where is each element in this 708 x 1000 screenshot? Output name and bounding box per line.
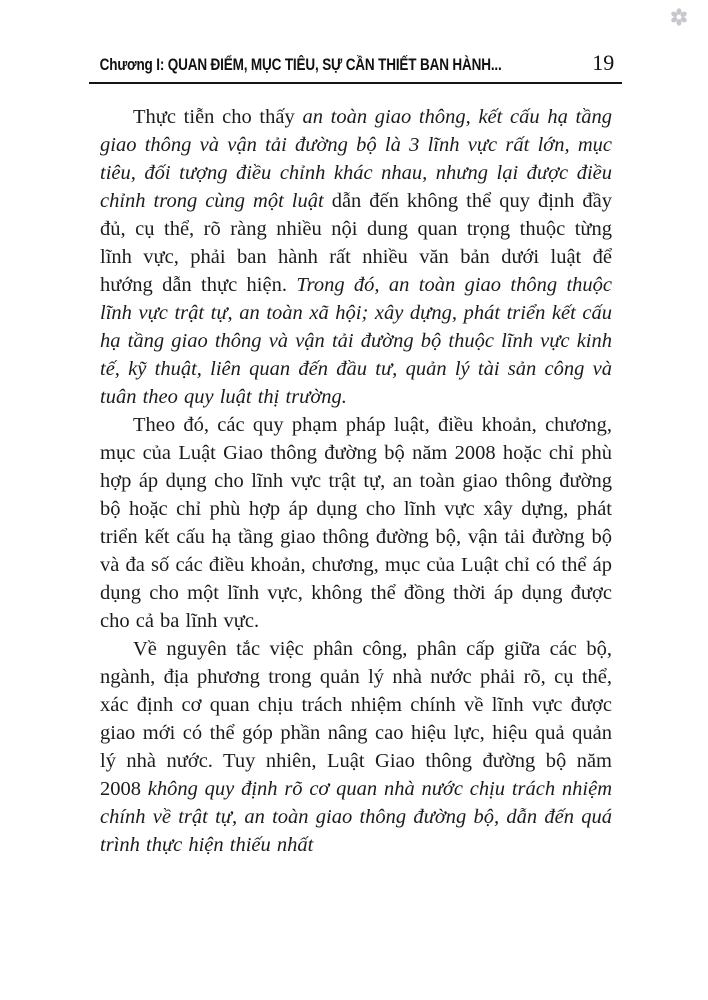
text-segment: dẫn đến không thể quy định đầy đủ, cụ thể, rõ ràng nhiều nội dung quan trọng thuộc từng lĩnh vực, phải ban hành rất nhiều văn bản dưới luật để hướng dẫn thực hiện. [100, 190, 612, 296]
text-segment: Thực tiễn cho thấy [133, 106, 303, 128]
text-segment: không quy định rõ cơ quan nhà nước chịu trách nhiệm chính về trật tự, an toàn giao thông đường bộ, dẫn đến quá trình thực hiện thiếu nhất [100, 778, 613, 856]
page-number: 19 [592, 50, 615, 75]
running-header [89, 50, 622, 84]
text-segment: an toàn giao thông, kết cấu hạ tầng giao thông và vận tải đường bộ là 3 lĩnh vực rất lớn, mục tiêu, đối tượng điều chỉnh khác nhau, nhưng lại được điều chỉnh trong cùng một luật [100, 106, 612, 212]
text-segment: Về nguyên tắc việc phân công, phân cấp giữa các bộ, ngành, địa phương trong quản lý nhà nước phải rõ, cụ thể, xác định cơ quan chịu trách nhiệm chính về lĩnh vực được giao mới có thể góp phần nâng cao hiệu lực, hiệu quả quản lý nhà nước. Tuy nhiên, Luật Giao thông đường bộ năm 2008 [100, 638, 612, 800]
paragraph [100, 411, 612, 635]
paragraph [100, 103, 612, 411]
paragraph [100, 635, 612, 859]
flower-ornament-icon [670, 8, 688, 26]
text-segment: Trong đó, an toàn giao thông thuộc lĩnh vực trật tự, an toàn xã hội; xây dựng, phát triển kết cấu hạ tầng giao thông và vận tải đường bộ thuộc lĩnh vực kinh tế, kỹ thuật, liên quan đến đầu tư, quản lý tài sản công và tuân theo quy luật thị trường. [100, 274, 612, 408]
body-text [100, 103, 612, 859]
header-rule [89, 82, 622, 84]
text-segment: Theo đó, các quy phạm pháp luật, điều khoản, chương, mục của Luật Giao thông đường bộ năm 2008 hoặc chỉ phù hợp áp dụng cho lĩnh vực trật tự, an toàn giao thông đường bộ hoặc chỉ phù hợp áp dụng cho lĩnh vực xây dựng, phát triển kết cấu hạ tầng giao thông đường bộ, vận tải đường bộ và đa số các điều khoản, chương, mục của Luật chỉ có thể áp dụng cho một lĩnh vực, không thể đồng thời áp dụng được cho cả ba lĩnh vực. [100, 414, 612, 632]
chapter-title: Chương I: QUAN ĐIỂM, MỤC TIÊU, SỰ CẦN THIẾT BAN HÀNH... [99, 56, 502, 74]
